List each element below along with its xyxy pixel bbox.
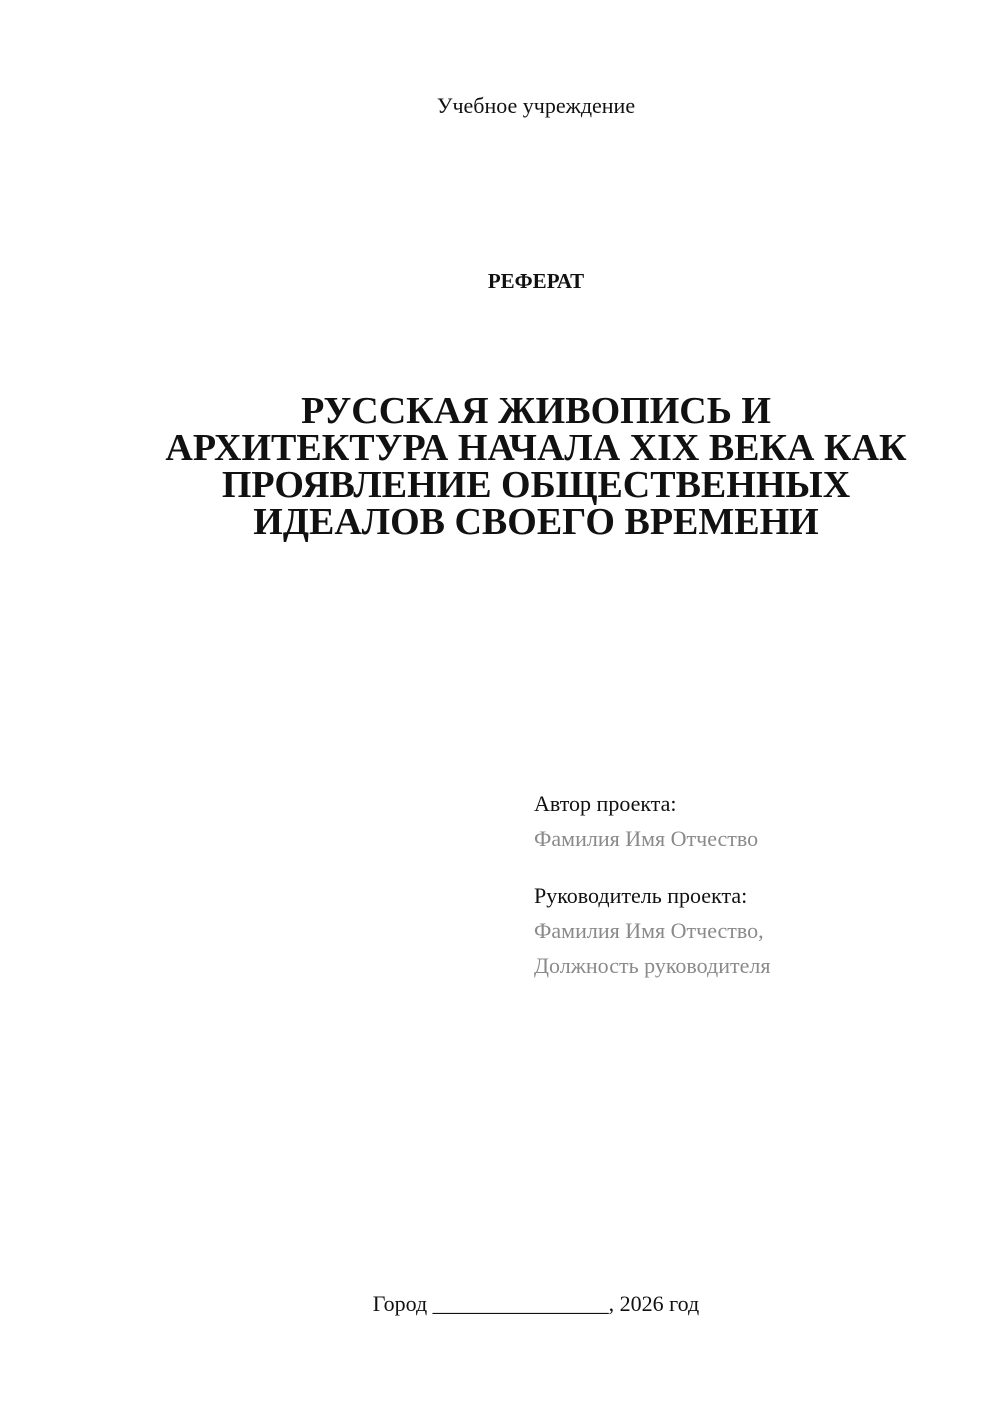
title-line: РУССКАЯ ЖИВОПИСЬ И [301,390,771,432]
author-name: Фамилия Имя Отчество [534,826,759,851]
title-line: ИДЕАЛОВ СВОЕГО ВРЕМЕНИ [253,501,819,543]
title-line: ПРОЯВЛЕНИЕ ОБЩЕСТВЕННЫХ [221,464,851,506]
supervisor-name: Фамилия Имя Отчество, [534,918,764,943]
supervisor-position: Должность руководителя [534,953,771,978]
institution-name: Учебное учреждение [436,93,636,118]
supervisor-block [534,878,974,983]
document-title [120,390,952,543]
document-type: РЕФЕРАТ [487,269,585,293]
city-year-line: Город ________________, 2026 год [372,1291,700,1316]
title-line: АРХИТЕКТУРА НАЧАЛА XIX ВЕКА КАК [165,427,907,469]
credits-block [534,786,974,983]
author-label: Автор проекта: [534,791,677,816]
supervisor-label: Руководитель проекта: [534,883,748,908]
author-block [534,786,974,856]
